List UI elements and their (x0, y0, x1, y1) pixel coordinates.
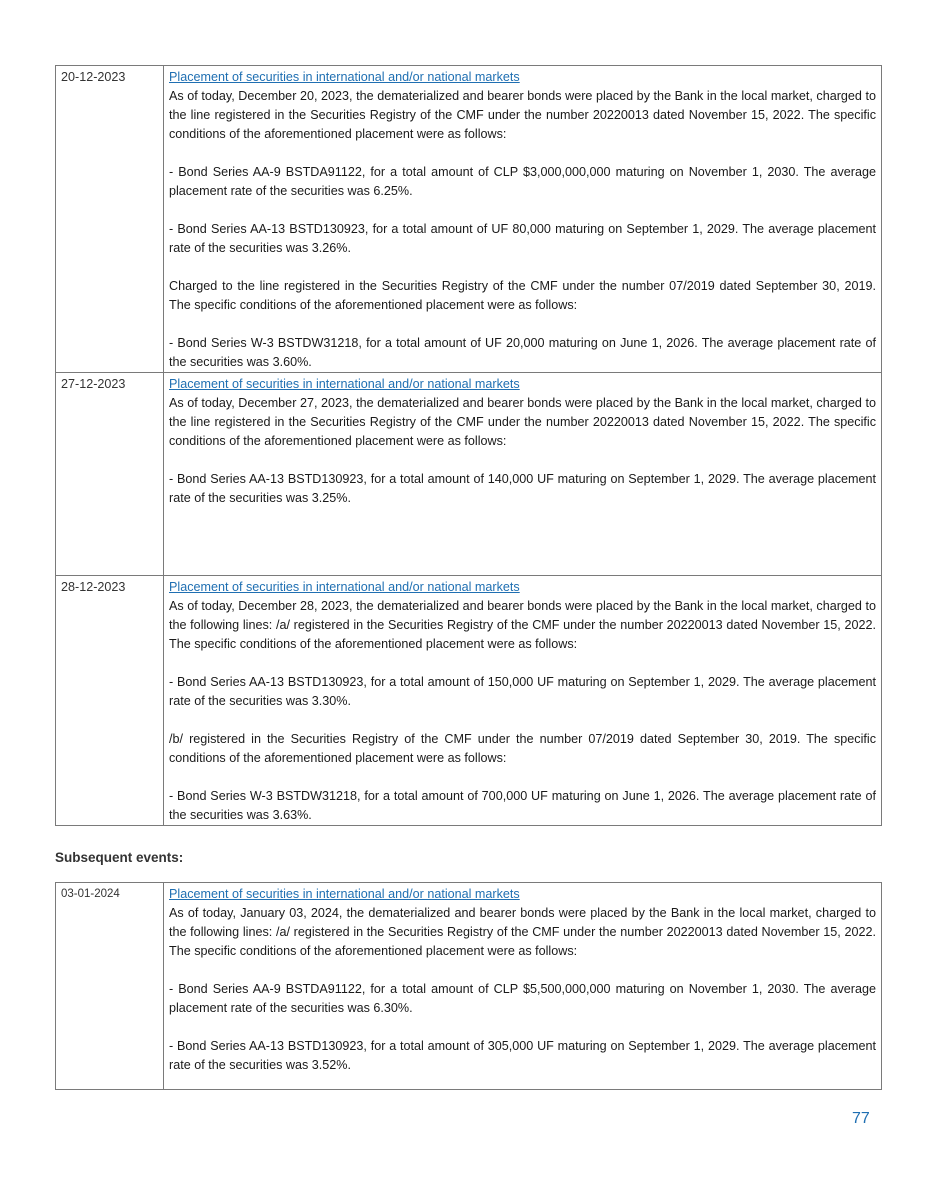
event-paragraph: As of today, January 03, 2024, the dematerialized and bearer bonds were placed by the Bank in the local market, charged to the following lines: /a/ registered in the Securities Registry of the CMF under the number 20220013 dated November 15, 2022. The specific conditions of the aforementioned placement were as follows: (169, 906, 876, 958)
event-title-link[interactable]: Placement of securities in international and/or national markets (169, 377, 520, 391)
event-paragraph: - Bond Series W-3 BSTDW31218, for a total amount of UF 20,000 maturing on June 1, 2026. The average placement rate of the securities was 3.60%. (169, 336, 876, 369)
subsequent-events-heading: Subsequent events: (55, 850, 184, 865)
event-paragraph: As of today, December 27, 2023, the dematerialized and bearer bonds were placed by the Bank in the local market, charged to the line registered in the Securities Registry of the CMF under the number 20220013 dated November 15, 2022. The specific conditions of the aforementioned placement were as follows: (169, 396, 876, 448)
event-date: 28-12-2023 (56, 576, 164, 826)
event-description (164, 373, 882, 576)
event-paragraph: - Bond Series AA-9 BSTDA91122, for a total amount of CLP $5,500,000,000 maturing on November 1, 2030. The average placement rate of the securities was 6.30%. (169, 982, 876, 1015)
table-row (56, 66, 882, 373)
event-paragraph: - Bond Series W-3 BSTDW31218, for a total amount of 700,000 UF maturing on June 1, 2026. The average placement rate of the securities was 3.63%. (169, 789, 876, 822)
page-number: 77 (852, 1110, 870, 1127)
event-description (164, 66, 882, 373)
event-paragraph: As of today, December 28, 2023, the dematerialized and bearer bonds were placed by the Bank in the local market, charged to the following lines: /a/ registered in the Securities Registry of the CMF under the number 20220013 dated November 15, 2022. The specific conditions of the aforementioned placement were as follows: (169, 599, 876, 651)
event-paragraph: - Bond Series AA-9 BSTDA91122, for a total amount of CLP $3,000,000,000 maturing on November 1, 2030. The average placement rate of the securities was 6.25%. (169, 165, 876, 198)
event-paragraph: As of today, December 20, 2023, the dematerialized and bearer bonds were placed by the Bank in the local market, charged to the line registered in the Securities Registry of the CMF under the number 20220013 dated November 15, 2022. The specific conditions of the aforementioned placement were as follows: (169, 89, 876, 141)
events-table (55, 65, 882, 826)
event-title-link[interactable]: Placement of securities in international and/or national markets (169, 70, 520, 84)
event-date: 03-01-2024 (56, 883, 164, 1090)
event-paragraph: - Bond Series AA-13 BSTD130923, for a total amount of 150,000 UF maturing on September 1, 2029. The average placement rate of the securities was 3.30%. (169, 675, 876, 708)
event-date: 27-12-2023 (56, 373, 164, 576)
event-paragraph: - Bond Series AA-13 BSTD130923, for a total amount of 140,000 UF maturing on September 1, 2029. The average placement rate of the securities was 3.25%. (169, 472, 876, 505)
event-paragraph: - Bond Series AA-13 BSTD130923, for a total amount of 305,000 UF maturing on September 1, 2029. The average placement rate of the securities was 3.52%. (169, 1039, 876, 1072)
table-row (56, 576, 882, 826)
subsequent-events-table (55, 882, 882, 1090)
event-paragraph: /b/ registered in the Securities Registry of the CMF under the number 07/2019 dated September 30, 2019. The specific conditions of the aforementioned placement were as follows: (169, 732, 876, 765)
event-date: 20-12-2023 (56, 66, 164, 373)
event-description (164, 576, 882, 826)
event-paragraph: - Bond Series AA-13 BSTD130923, for a total amount of UF 80,000 maturing on September 1, 2029. The average placement rate of the securities was 3.26%. (169, 222, 876, 255)
event-paragraph: Charged to the line registered in the Securities Registry of the CMF under the number 07/2019 dated September 30, 2019. The specific conditions of the aforementioned placement were as follows: (169, 279, 876, 312)
event-title-link[interactable]: Placement of securities in international and/or national markets (169, 887, 520, 901)
table-row (56, 883, 882, 1090)
event-title-link[interactable]: Placement of securities in international and/or national markets (169, 580, 520, 594)
table-row (56, 373, 882, 576)
event-description (164, 883, 882, 1090)
